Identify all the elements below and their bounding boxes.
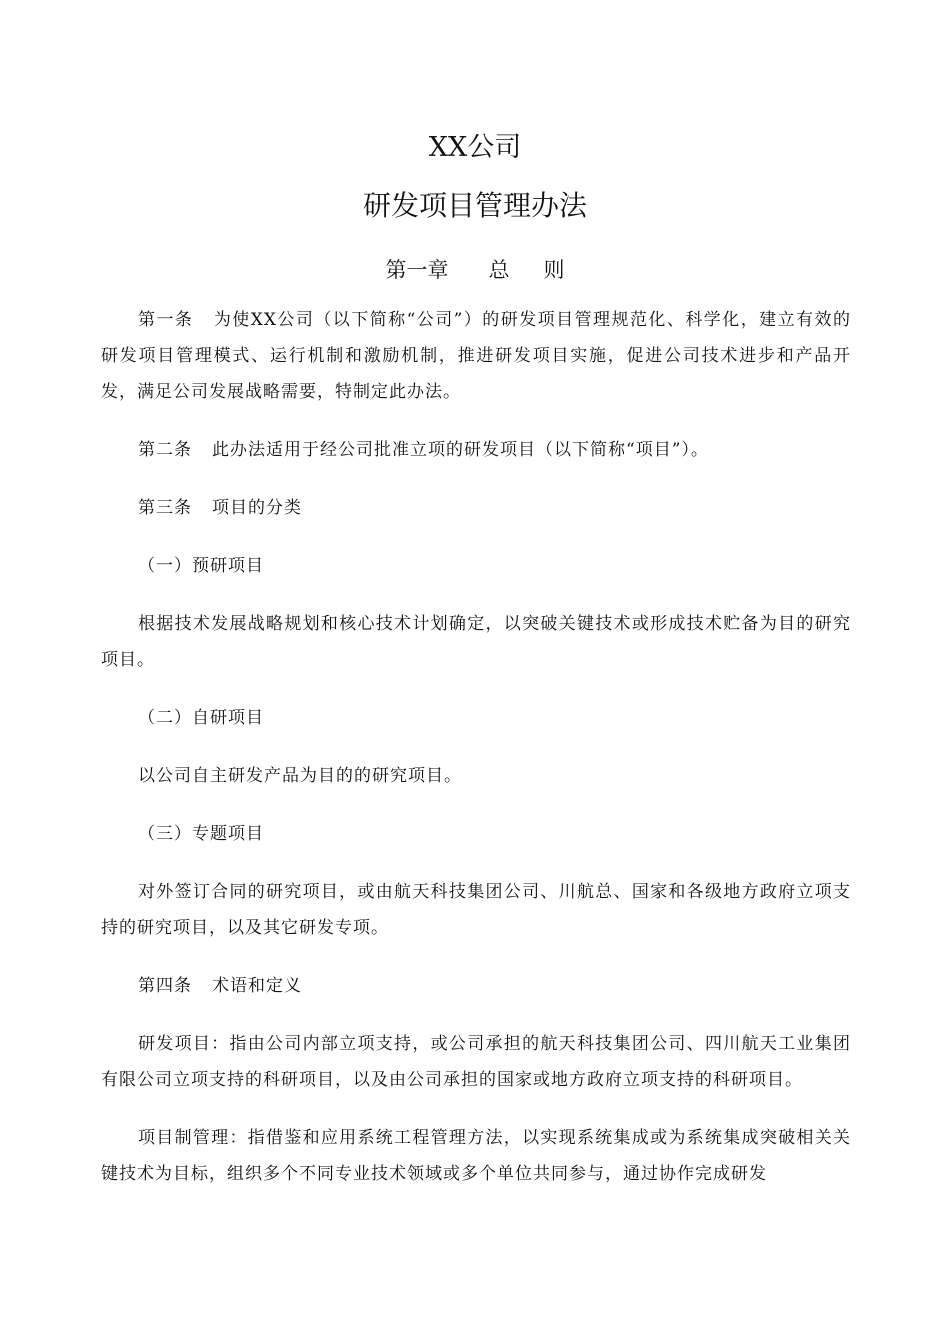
chapter-word-2: 则 [543, 258, 565, 282]
chapter-label: 第一章 [385, 258, 449, 282]
article-1 [101, 302, 851, 410]
article-4 [101, 968, 851, 1004]
article-text: 项目的分类 [212, 498, 302, 518]
definition-paragraph: 研发项目：指由公司内部立项支持，或公司承担的航天科技集团公司、四川航天工业集团有限公司立项支持的科研项目，以及由公司承担的国家或地方政府立项支持的科研项目。 [101, 1034, 851, 1090]
article-lead: 第四条 [138, 976, 192, 996]
chapter-heading [0, 255, 950, 285]
subsection-heading: （一）预研项目 [138, 556, 264, 576]
article-text: 此办法适用于经公司批准立项的研发项目（以下简称“项目”）。 [212, 440, 709, 460]
paragraph: 根据技术发展战略规划和核心技术计划确定，以突破关键技术或形成技术贮备为目的研究项目。 [101, 614, 851, 670]
definition-paragraph: 项目制管理：指借鉴和应用系统工程管理方法，以实现系统集成或为系统集成突破相关关键技术为目标，组织多个不同专业技术领域或多个单位共同参与，通过协作完成研发 [101, 1128, 851, 1184]
subsection-heading: （二）自研项目 [138, 708, 264, 728]
article-2 [101, 432, 851, 468]
article-lead: 第三条 [138, 498, 192, 518]
paragraph: 对外签订合同的研究项目，或由航天科技集团公司、川航总、国家和各级地方政府立项支持的研究项目，以及其它研发专项。 [101, 882, 851, 938]
article-text: 为使XX公司（以下简称“公司”）的研发项目管理规范化、科学化，建立有效的研发项目管理模式、运行机制和激励机制，推进研发项目实施，促进公司技术进步和产品开发，满足公司发展战略需要，特制定此办法。 [101, 310, 851, 402]
article-text: 术语和定义 [212, 976, 302, 996]
chapter-word-1: 总 [488, 258, 510, 282]
article-lead: 第二条 [138, 440, 192, 460]
paragraph: 以公司自主研发产品为目的的研究项目。 [138, 766, 462, 786]
article-3 [101, 490, 851, 526]
document-title: 研发项目管理办法 [362, 189, 587, 222]
document-body [101, 302, 851, 1192]
subsection-heading: （三）专题项目 [138, 824, 264, 844]
article-lead: 第一条 [138, 310, 194, 330]
company-title: XX公司 [428, 132, 522, 163]
